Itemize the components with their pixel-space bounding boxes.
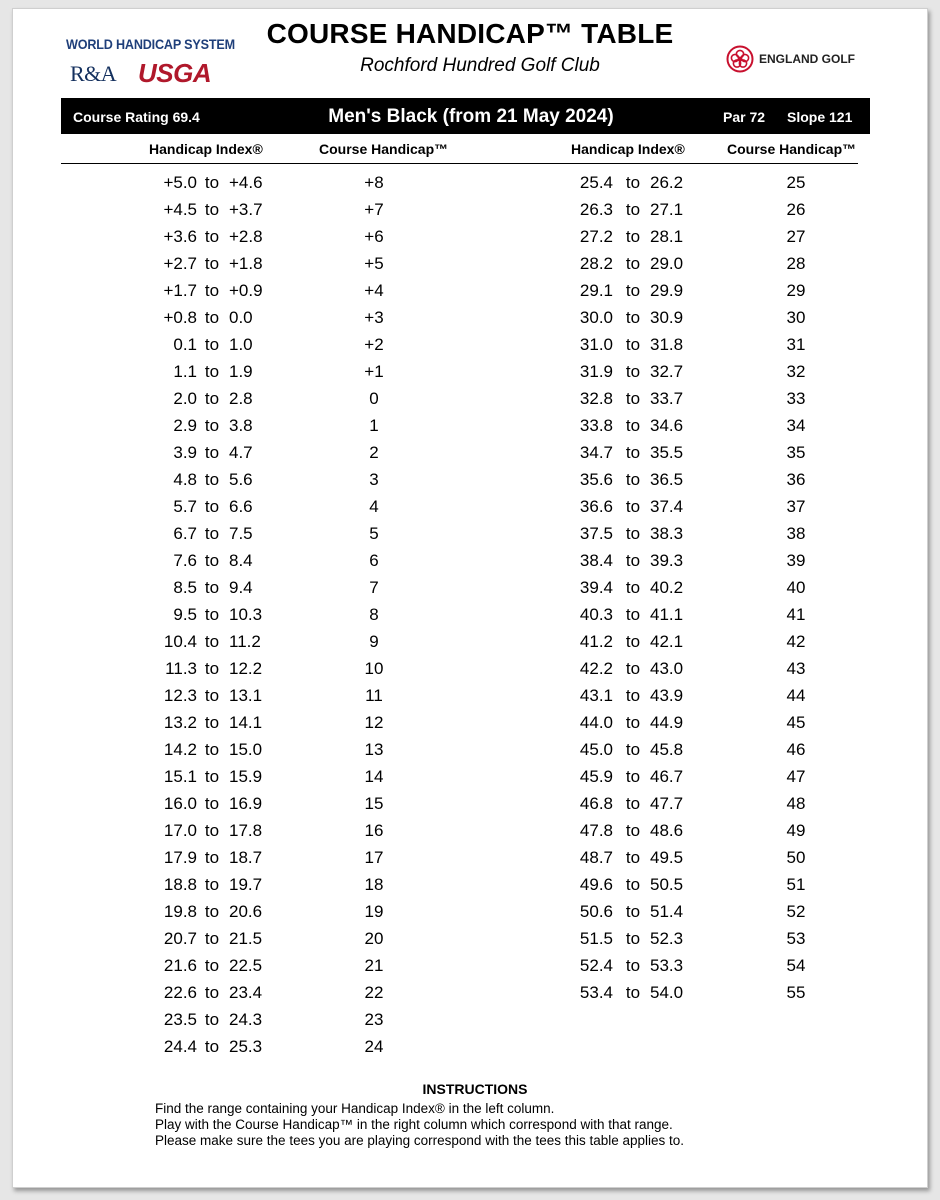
handicap-index-low: 23.5 [163,1010,197,1029]
range-to-word: to [204,470,220,489]
handicap-index-high: 39.3 [650,551,684,570]
handicap-index-low: 43.1 [579,686,613,705]
handicap-index-high: 2.8 [229,389,253,408]
range-to-word: to [625,956,641,975]
course-handicap-value: +6 [364,227,384,246]
handicap-index-high: 7.5 [229,524,253,543]
handicap-index-high: 1.9 [229,362,253,381]
handicap-index-low: 5.7 [173,497,197,516]
handicap-index-low: 7.6 [173,551,197,570]
handicap-index-low: 15.1 [163,767,197,786]
range-to-word: to [625,551,641,570]
handicap-index-high: 28.1 [650,227,684,246]
instruction-line: Find the range containing your Handicap Index® in the left column. [155,1101,555,1116]
handicap-index-low: 22.6 [163,983,197,1002]
range-to-word: to [204,794,220,813]
range-to-word: to [204,173,220,192]
range-to-word: to [625,443,641,462]
handicap-index-high: 5.6 [229,470,253,489]
course-handicap-value: 14 [364,767,384,786]
right-index-header: Handicap Index® [571,141,685,157]
course-handicap-value: 8 [369,605,379,624]
course-handicap-value: 13 [364,740,384,759]
range-to-word: to [204,551,220,570]
instructions-text [155,1101,684,1149]
range-to-word: to [625,632,641,651]
handicap-index-high: 48.6 [650,821,684,840]
instruction-line: Play with the Course Handicap™ in the right column which correspond with that range. [155,1117,673,1132]
course-handicap-value: 42 [786,632,806,651]
handicap-index-low: 25.4 [579,173,613,192]
handicap-index-high: 19.7 [229,875,263,894]
page-title: COURSE HANDICAP™ TABLE [266,18,674,49]
r-and-a-logo: R&A [70,61,117,86]
handicap-index-low: 46.8 [579,794,613,813]
handicap-index-high: 12.2 [229,659,263,678]
tee-info-bar [61,98,870,134]
handicap-index-low: 1.1 [173,362,197,381]
handicap-index-high: 1.0 [229,335,253,354]
handicap-index-high: 10.3 [229,605,263,624]
handicap-index-high: +3.7 [229,200,263,219]
handicap-index-high: 4.7 [229,443,253,462]
course-handicap-value: 52 [786,902,806,921]
range-to-word: to [625,848,641,867]
handicap-index-low: 30.0 [579,308,613,327]
handicap-index-high: +0.9 [229,281,263,300]
course-handicap-value: 33 [786,389,806,408]
course-handicap-value: 11 [365,686,383,705]
handicap-index-high: 15.9 [229,767,263,786]
handicap-index-low: 51.5 [579,929,613,948]
range-to-word: to [204,686,220,705]
course-handicap-value: 21 [364,956,384,975]
handicap-index-high: +2.8 [229,227,263,246]
handicap-index-high: 29.9 [650,281,684,300]
course-handicap-value: +8 [364,173,384,192]
course-handicap-value: 3 [369,470,379,489]
handicap-index-high: 23.4 [229,983,263,1002]
handicap-index-high: 43.9 [650,686,684,705]
course-handicap-value: 39 [786,551,806,570]
course-handicap-value: 53 [786,929,806,948]
range-to-word: to [625,308,641,327]
range-to-word: to [625,200,641,219]
handicap-index-low: 33.8 [579,416,613,435]
course-handicap-value: 16 [364,821,384,840]
range-to-word: to [204,578,220,597]
handicap-index-low: 21.6 [163,956,197,975]
right-course-handicap-header: Course Handicap™ [727,141,857,157]
handicap-index-low: 19.8 [163,902,197,921]
handicap-index-low: 24.4 [163,1037,197,1056]
range-to-word: to [204,200,220,219]
range-to-word: to [625,605,641,624]
handicap-index-low: 12.3 [163,686,197,705]
range-to-word: to [625,821,641,840]
range-to-word: to [204,929,220,948]
handicap-index-high: 46.7 [650,767,684,786]
instructions-title: INSTRUCTIONS [422,1081,528,1097]
handicap-index-high: 45.8 [650,740,684,759]
handicap-index-high: 36.5 [650,470,684,489]
handicap-index-low: 53.4 [579,983,613,1002]
course-handicap-value: 2 [369,443,379,462]
handicap-index-low: 50.6 [579,902,613,921]
handicap-index-low: 17.0 [163,821,197,840]
handicap-index-high: 8.4 [229,551,253,570]
handicap-index-high: 38.3 [650,524,684,543]
course-handicap-value: 41 [786,605,806,624]
handicap-index-high: 9.4 [229,578,253,597]
handicap-index-high: 34.6 [650,416,684,435]
course-handicap-value: 12 [364,713,384,732]
handicap-index-low: 35.6 [579,470,613,489]
handicap-index-high: 15.0 [229,740,263,759]
handicap-index-high: 33.7 [650,389,684,408]
range-to-word: to [625,740,641,759]
range-to-word: to [625,983,641,1002]
course-handicap-value: 30 [786,308,806,327]
handicap-index-high: +4.6 [229,173,263,192]
handicap-index-low: 47.8 [579,821,613,840]
course-handicap-value: +2 [364,335,384,354]
range-to-word: to [625,389,641,408]
range-to-word: to [625,470,641,489]
handicap-index-low: 28.2 [579,254,613,273]
course-handicap-value: 10 [364,659,384,678]
par: Par 72 [723,109,766,125]
range-to-word: to [625,713,641,732]
handicap-index-low: 48.7 [579,848,613,867]
handicap-index-high: 16.9 [229,794,263,813]
course-handicap-value: 40 [786,578,806,597]
handicap-index-low: 18.8 [163,875,197,894]
slope: Slope 121 [787,109,853,125]
handicap-index-high: 47.7 [650,794,684,813]
instruction-line: Please make sure the tees you are playing correspond with the tees this table applies to. [155,1133,685,1148]
course-handicap-value: 23 [364,1010,384,1029]
handicap-index-low: 41.2 [579,632,613,651]
course-rating: Course Rating 69.4 [73,109,200,125]
course-handicap-value: 29 [786,281,806,300]
handicap-index-low: 42.2 [579,659,613,678]
course-handicap-value: 4 [369,497,379,516]
course-handicap-value: 22 [364,983,384,1002]
handicap-index-high: 43.0 [650,659,684,678]
handicap-index-low: 8.5 [173,578,197,597]
range-to-word: to [204,632,220,651]
range-to-word: to [625,902,641,921]
handicap-index-low: 4.8 [173,470,197,489]
range-to-word: to [625,686,641,705]
handicap-index-high: 37.4 [650,497,684,516]
course-handicap-value: 43 [786,659,806,678]
handicap-index-low: 40.3 [579,605,613,624]
range-to-word: to [204,767,220,786]
course-handicap-value: 44 [786,686,806,705]
range-to-word: to [204,335,220,354]
handicap-index-low: 31.9 [579,362,613,381]
course-handicap-value: 17 [364,848,384,867]
handicap-index-low: 36.6 [579,497,613,516]
handicap-index-high: 31.8 [650,335,684,354]
left-index-header: Handicap Index® [149,141,263,157]
handicap-index-low: 14.2 [163,740,197,759]
course-handicap-value: 18 [364,875,384,894]
range-to-word: to [204,524,220,543]
range-to-word: to [204,902,220,921]
handicap-index-low: 0.1 [173,335,197,354]
range-to-word: to [625,254,641,273]
range-to-word: to [204,443,220,462]
handicap-index-high: 27.1 [650,200,684,219]
handicap-index-high: 18.7 [229,848,263,867]
range-to-word: to [204,389,220,408]
course-handicap-value: 19 [364,902,384,921]
handicap-index-high: 32.7 [650,362,684,381]
course-handicap-value: 47 [786,767,806,786]
course-handicap-value: 34 [786,416,806,435]
course-handicap-value: +5 [364,254,384,273]
range-to-word: to [204,362,220,381]
handicap-index-low: 31.0 [579,335,613,354]
course-handicap-value: 50 [786,848,806,867]
range-to-word: to [625,497,641,516]
course-handicap-value: 45 [786,713,806,732]
usga-logo: USGA [138,58,212,88]
range-to-word: to [204,983,220,1002]
header-rule [61,163,858,164]
course-handicap-value: 37 [786,497,806,516]
course-handicap-value: 32 [786,362,806,381]
handicap-index-low: 37.5 [579,524,613,543]
handicap-index-low: 13.2 [163,713,197,732]
handicap-index-low: 44.0 [579,713,613,732]
range-to-word: to [204,875,220,894]
club-name: Rochford Hundred Golf Club [360,55,600,76]
range-to-word: to [204,605,220,624]
handicap-index-low: 38.4 [579,551,613,570]
course-handicap-value: 20 [364,929,384,948]
handicap-index-high: 54.0 [650,983,684,1002]
course-handicap-value: 54 [786,956,806,975]
handicap-index-high: 42.1 [650,632,684,651]
handicap-index-high: 49.5 [650,848,684,867]
handicap-index-high: 24.3 [229,1010,263,1029]
course-handicap-value: 9 [369,632,379,651]
course-handicap-value: 7 [369,578,379,597]
england-golf-rose-icon [726,45,754,73]
course-handicap-value: 36 [786,470,806,489]
range-to-word: to [625,281,641,300]
handicap-index-low: 26.3 [579,200,613,219]
course-handicap-value: 38 [786,524,806,543]
handicap-index-low: 20.7 [163,929,197,948]
range-to-word: to [625,794,641,813]
handicap-index-high: 3.8 [229,416,253,435]
handicap-index-low: 27.2 [579,227,613,246]
handicap-index-low: 49.6 [579,875,613,894]
course-handicap-value: 51 [786,875,806,894]
handicap-index-low: 34.7 [579,443,613,462]
range-to-word: to [204,227,220,246]
handicap-index-low: +5.0 [163,173,197,192]
range-to-word: to [625,875,641,894]
course-handicap-value: 1 [369,416,379,435]
handicap-index-high: 50.5 [650,875,684,894]
handicap-index-high: 11.2 [229,632,261,651]
england-golf-logo-text: ENGLAND GOLF [759,52,855,66]
range-to-word: to [204,308,220,327]
handicap-index-high: 52.3 [650,929,684,948]
handicap-index-low: 45.9 [579,767,613,786]
tee-name: Men's Black (from 21 May 2024) [328,106,614,127]
handicap-index-high: 41.1 [650,605,684,624]
handicap-index-high: 13.1 [229,686,263,705]
handicap-index-low: 10.4 [163,632,197,651]
course-handicap-value: 48 [786,794,806,813]
handicap-index-high: 40.2 [650,578,684,597]
range-to-word: to [625,659,641,678]
course-handicap-value: +1 [364,362,384,381]
course-handicap-value: 15 [364,794,384,813]
handicap-index-high: 29.0 [650,254,684,273]
handicap-index-low: +4.5 [163,200,197,219]
handicap-index-high: 20.6 [229,902,263,921]
range-to-word: to [204,497,220,516]
range-to-word: to [204,740,220,759]
course-handicap-value: 49 [786,821,806,840]
handicap-index-high: 35.5 [650,443,684,462]
handicap-index-low: 29.1 [579,281,613,300]
course-handicap-value: 24 [364,1037,384,1056]
handicap-index-high: 21.5 [229,929,263,948]
course-handicap-value: 31 [786,335,806,354]
handicap-index-low: 9.5 [173,605,197,624]
handicap-index-high: 44.9 [650,713,684,732]
handicap-index-low: 39.4 [579,578,613,597]
range-to-word: to [625,416,641,435]
handicap-index-low: 6.7 [173,524,197,543]
course-handicap-value: 0 [369,389,379,408]
handicap-index-high: 14.1 [229,713,263,732]
handicap-index-low: 45.0 [579,740,613,759]
handicap-index-low: 2.9 [173,416,197,435]
handicap-index-high: 0.0 [229,308,253,327]
range-to-word: to [204,713,220,732]
range-to-word: to [204,848,220,867]
course-handicap-value: 25 [786,173,806,192]
course-handicap-value: 28 [786,254,806,273]
range-to-word: to [625,335,641,354]
course-handicap-value: 27 [786,227,806,246]
range-to-word: to [204,1010,220,1029]
range-to-word: to [204,659,220,678]
range-to-word: to [204,416,220,435]
handicap-index-low: 11.3 [165,659,197,678]
world-handicap-system-logo: WORLD HANDICAP SYSTEM [66,36,235,52]
range-to-word: to [204,281,220,300]
course-handicap-value: +4 [364,281,384,300]
handicap-index-high: 26.2 [650,173,684,192]
handicap-index-high: 6.6 [229,497,253,516]
handicap-index-low: +0.8 [163,308,197,327]
range-to-word: to [625,173,641,192]
handicap-index-high: 25.3 [229,1037,263,1056]
range-to-word: to [625,362,641,381]
handicap-index-low: 2.0 [173,389,197,408]
range-to-word: to [204,254,220,273]
course-handicap-value: 46 [786,740,806,759]
course-handicap-value: +7 [364,200,384,219]
handicap-index-low: +3.6 [163,227,197,246]
range-to-word: to [204,956,220,975]
range-to-word: to [625,929,641,948]
handicap-index-low: +2.7 [163,254,197,273]
handicap-index-low: 32.8 [579,389,613,408]
range-to-word: to [204,1037,220,1056]
range-to-word: to [625,227,641,246]
handicap-index-low: 16.0 [163,794,197,813]
handicap-index-high: 51.4 [650,902,684,921]
handicap-index-high: +1.8 [229,254,263,273]
range-to-word: to [204,821,220,840]
course-handicap-value: 6 [369,551,379,570]
course-handicap-value: 5 [369,524,379,543]
course-handicap-value: +3 [364,308,384,327]
handicap-index-high: 17.8 [229,821,263,840]
range-to-word: to [625,767,641,786]
handicap-index-low: 52.4 [579,956,613,975]
left-course-handicap-header: Course Handicap™ [319,141,449,157]
handicap-index-high: 30.9 [650,308,684,327]
course-handicap-value: 26 [786,200,806,219]
handicap-index-low: 3.9 [173,443,197,462]
course-handicap-value: 55 [786,983,806,1002]
handicap-index-low: 17.9 [163,848,197,867]
handicap-index-high: 53.3 [650,956,684,975]
range-to-word: to [625,578,641,597]
course-handicap-value: 35 [786,443,806,462]
handicap-index-low: +1.7 [163,281,197,300]
handicap-index-high: 22.5 [229,956,263,975]
range-to-word: to [625,524,641,543]
